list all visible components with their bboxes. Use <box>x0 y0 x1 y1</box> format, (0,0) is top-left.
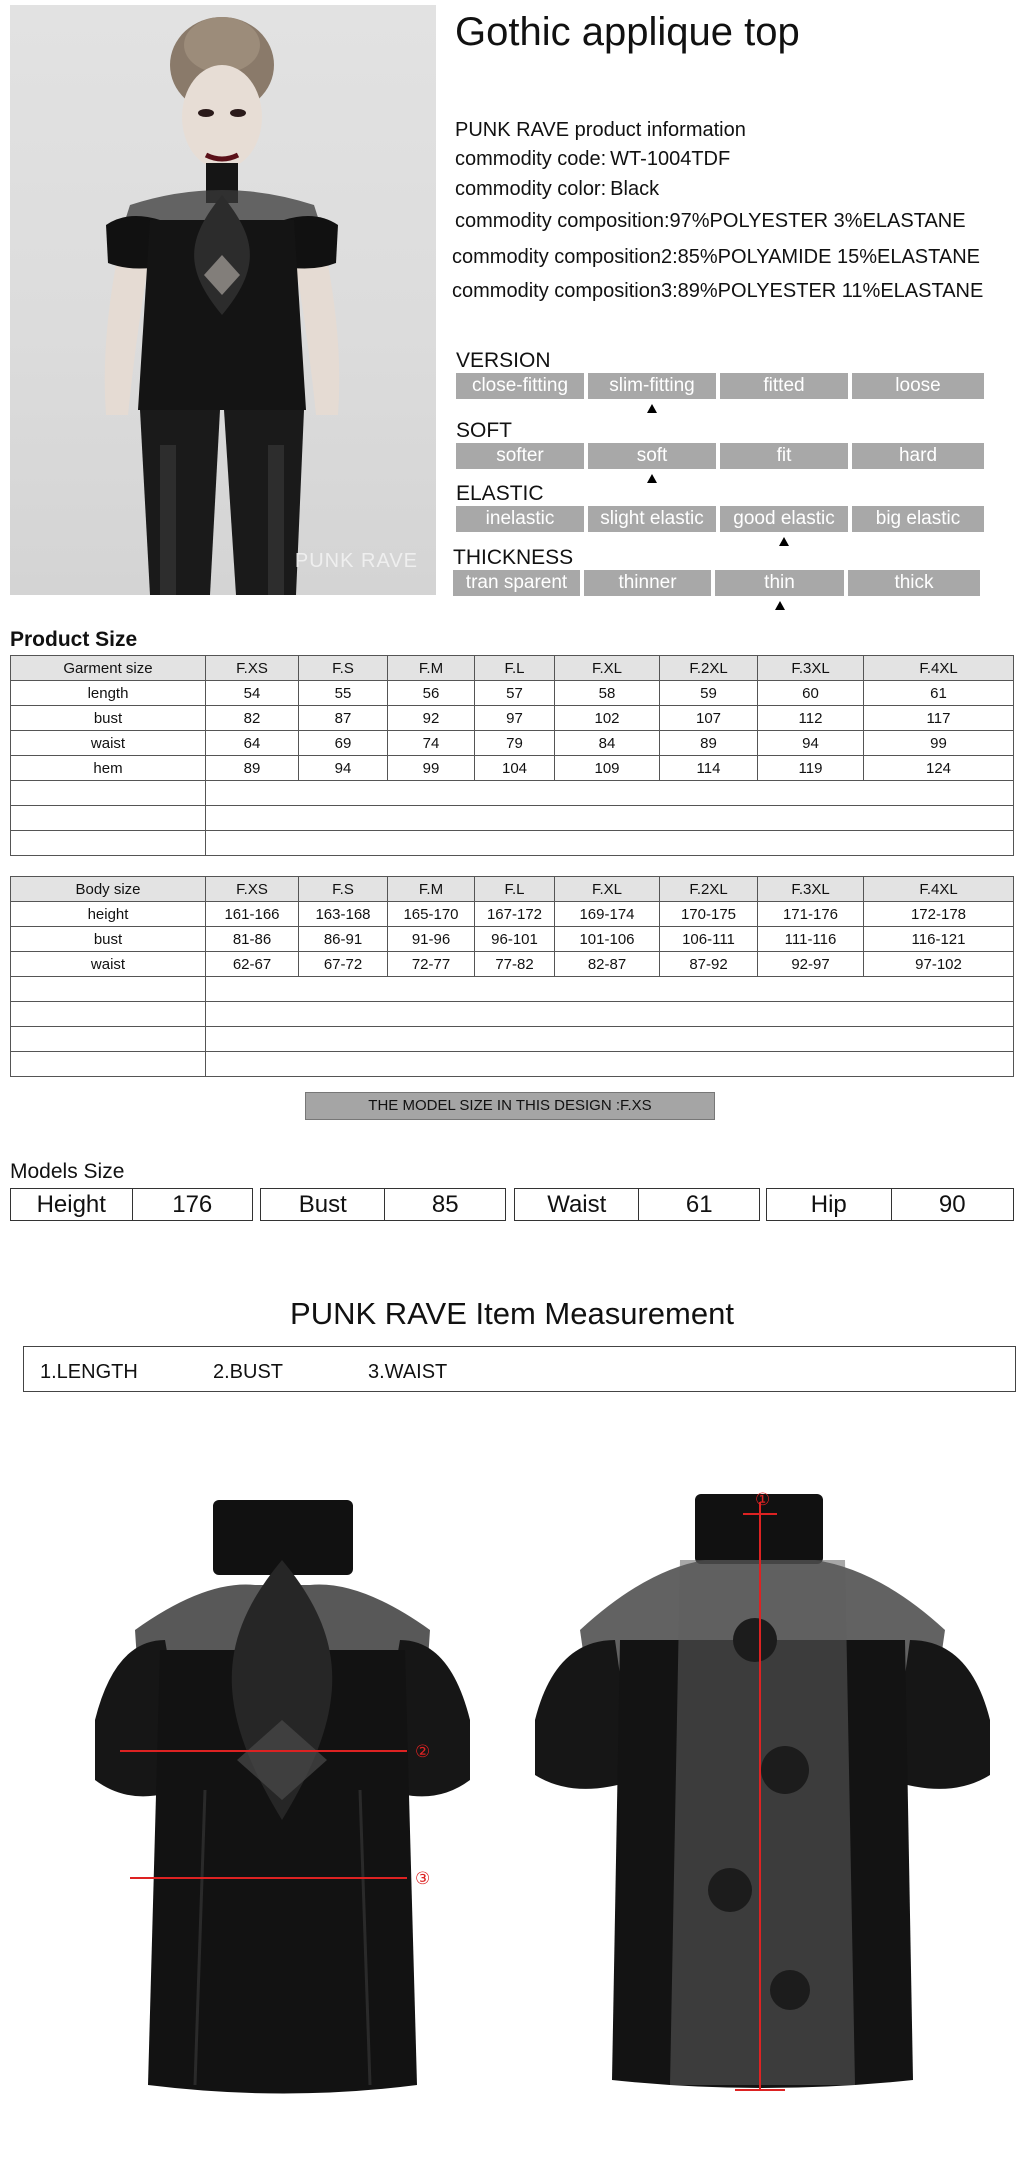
table-cell: 69 <box>299 731 388 756</box>
row-label: bust <box>11 927 206 952</box>
empty-cell <box>206 1027 1014 1052</box>
empty-cell <box>11 1027 206 1052</box>
soft-option: hard <box>852 443 984 469</box>
table-cell: 55 <box>299 681 388 706</box>
commodity-color-row <box>455 178 659 201</box>
table-cell: 106-111 <box>660 927 758 952</box>
table-cell: 86-91 <box>299 927 388 952</box>
empty-row <box>11 1027 1014 1052</box>
model-hip-box <box>766 1188 1014 1221</box>
table-cell: 172-178 <box>864 902 1014 927</box>
table-cell: 101-106 <box>555 927 660 952</box>
table-cell: 92-97 <box>758 952 864 977</box>
table-row <box>11 902 1014 927</box>
table-cell: 59 <box>660 681 758 706</box>
header-cell: F.M <box>388 656 475 681</box>
empty-cell <box>206 1002 1014 1027</box>
elastic-scale <box>456 506 984 532</box>
body-size-table <box>10 876 1014 1077</box>
row-label: height <box>11 902 206 927</box>
waist-marker: ③ <box>415 1869 431 1888</box>
table-cell: 107 <box>660 706 758 731</box>
model-hip-label: Hip <box>767 1189 892 1220</box>
empty-row <box>11 1052 1014 1077</box>
table-row <box>11 952 1014 977</box>
measurement-item-waist: 3.WAIST <box>368 1361 448 1383</box>
model-height-label: Height <box>11 1189 133 1220</box>
header-cell: F.S <box>299 656 388 681</box>
table-cell: 82-87 <box>555 952 660 977</box>
table-cell: 97-102 <box>864 952 1014 977</box>
empty-cell <box>206 977 1014 1002</box>
header-cell: F.3XL <box>758 656 864 681</box>
model-bust-label: Bust <box>261 1189 385 1220</box>
table-cell: 92 <box>388 706 475 731</box>
soft-option: fit <box>720 443 848 469</box>
model-height-value: 176 <box>172 1191 213 1218</box>
elastic-option: inelastic <box>456 506 584 532</box>
table-cell: 112 <box>758 706 864 731</box>
header-cell: F.XS <box>206 656 299 681</box>
elastic-option: slight elastic <box>588 506 716 532</box>
empty-cell <box>11 781 206 806</box>
table-cell: 165-170 <box>388 902 475 927</box>
length-marker: ① <box>755 1490 771 1509</box>
table-cell: 87 <box>299 706 388 731</box>
table-cell: 72-77 <box>388 952 475 977</box>
composition-value: 97%POLYESTER 3%ELASTANE <box>669 210 966 232</box>
header-cell: F.XL <box>555 656 660 681</box>
commodity-code-row <box>455 148 730 171</box>
header-cell: F.2XL <box>660 877 758 902</box>
garment-size-table <box>10 655 1014 856</box>
empty-cell <box>206 1052 1014 1077</box>
table-cell: 117 <box>864 706 1014 731</box>
model-bust-value: 85 <box>431 1191 459 1218</box>
soft-option: softer <box>456 443 584 469</box>
header-cell: F.M <box>388 877 475 902</box>
commodity-composition2-row <box>452 246 980 269</box>
table-row <box>11 731 1014 756</box>
table-cell: 81-86 <box>206 927 299 952</box>
thickness-label: THICKNESS <box>453 546 574 569</box>
watermark-text: PUNK RAVE <box>294 550 418 572</box>
table-row <box>11 681 1014 706</box>
table-cell: 87-92 <box>660 952 758 977</box>
table-row <box>11 927 1014 952</box>
table-cell: 119 <box>758 756 864 781</box>
empty-cell <box>11 831 206 856</box>
table-cell: 111-116 <box>758 927 864 952</box>
thickness-option: tran sparent <box>453 570 580 596</box>
table-cell: 77-82 <box>475 952 555 977</box>
model-waist-value: 61 <box>685 1191 713 1218</box>
measurement-legend-box <box>23 1346 1016 1392</box>
empty-row <box>11 1002 1014 1027</box>
table-cell: 163-168 <box>299 902 388 927</box>
commodity-color-label: commodity color: <box>455 178 607 200</box>
header-cell: F.S <box>299 877 388 902</box>
version-option-selected: slim-fitting <box>588 373 716 399</box>
empty-cell <box>206 781 1014 806</box>
version-option: loose <box>852 373 984 399</box>
table-cell: 91-96 <box>388 927 475 952</box>
empty-cell <box>11 977 206 1002</box>
composition-label: commodity composition: <box>455 210 670 232</box>
empty-cell <box>11 1052 206 1077</box>
elastic-label: ELASTIC <box>456 482 544 505</box>
header-cell: Body size <box>11 877 206 902</box>
table-cell: 82 <box>206 706 299 731</box>
row-label: hem <box>11 756 206 781</box>
product-size-title: Product Size <box>10 628 138 651</box>
table-cell: 124 <box>864 756 1014 781</box>
table-cell: 62-67 <box>206 952 299 977</box>
thickness-scale <box>453 570 980 596</box>
commodity-color-value: Black <box>610 178 660 200</box>
table-cell: 67-72 <box>299 952 388 977</box>
table-cell: 58 <box>555 681 660 706</box>
table-cell: 109 <box>555 756 660 781</box>
version-option: close-fitting <box>456 373 584 399</box>
model-hip-value: 90 <box>938 1191 966 1218</box>
empty-cell <box>11 1002 206 1027</box>
product-model-photo <box>10 5 436 595</box>
soft-option-selected: soft <box>588 443 716 469</box>
thickness-option: thinner <box>584 570 711 596</box>
table-row <box>11 756 1014 781</box>
version-scale <box>456 373 984 399</box>
table-cell: 61 <box>864 681 1014 706</box>
empty-row <box>11 806 1014 831</box>
commodity-composition-row <box>455 210 966 233</box>
empty-cell <box>206 831 1014 856</box>
table-row <box>11 706 1014 731</box>
version-option: fitted <box>720 373 848 399</box>
table-cell: 161-166 <box>206 902 299 927</box>
table-cell: 96-101 <box>475 927 555 952</box>
commodity-composition3-row <box>452 280 983 303</box>
soft-scale <box>456 443 984 469</box>
commodity-code-label: commodity code: <box>455 148 607 170</box>
table-cell: 171-176 <box>758 902 864 927</box>
elastic-option-selected: good elastic <box>720 506 848 532</box>
product-title: Gothic applique top <box>455 10 800 54</box>
header-cell: F.4XL <box>864 656 1014 681</box>
table-cell: 79 <box>475 731 555 756</box>
composition2-value: 85%POLYAMIDE 15%ELASTANE <box>677 246 980 268</box>
table-cell: 89 <box>206 756 299 781</box>
header-cell: F.L <box>475 656 555 681</box>
models-size-title: Models Size <box>10 1160 125 1183</box>
model-height-box <box>10 1188 253 1221</box>
table-cell: 104 <box>475 756 555 781</box>
table-cell: 99 <box>864 731 1014 756</box>
table-cell: 64 <box>206 731 299 756</box>
thickness-option: thick <box>848 570 980 596</box>
header-cell: F.XL <box>555 877 660 902</box>
table-cell: 114 <box>660 756 758 781</box>
header-cell: F.2XL <box>660 656 758 681</box>
table-cell: 102 <box>555 706 660 731</box>
empty-row <box>11 831 1014 856</box>
header-cell: F.L <box>475 877 555 902</box>
table-cell: 116-121 <box>864 927 1014 952</box>
soft-label: SOFT <box>456 419 512 442</box>
empty-cell <box>11 806 206 831</box>
thickness-option-selected: thin <box>715 570 844 596</box>
measurement-item-bust: 2.BUST <box>213 1361 284 1383</box>
measurement-title: PUNK RAVE Item Measurement <box>290 1296 734 1331</box>
model-bust-box <box>260 1188 506 1221</box>
table-cell: 54 <box>206 681 299 706</box>
empty-cell <box>206 806 1014 831</box>
brand-info: PUNK RAVE product information <box>455 119 746 141</box>
table-cell: 170-175 <box>660 902 758 927</box>
table-header-row <box>11 656 1014 681</box>
header-cell: F.XS <box>206 877 299 902</box>
table-cell: 167-172 <box>475 902 555 927</box>
garment-back-view <box>535 1490 990 2110</box>
empty-row <box>11 781 1014 806</box>
table-cell: 60 <box>758 681 864 706</box>
row-label: length <box>11 681 206 706</box>
elastic-option: big elastic <box>852 506 984 532</box>
row-label: waist <box>11 731 206 756</box>
table-cell: 94 <box>758 731 864 756</box>
table-cell: 84 <box>555 731 660 756</box>
model-size-note: THE MODEL SIZE IN THIS DESIGN :F.XS <box>305 1092 715 1120</box>
empty-row <box>11 977 1014 1002</box>
table-cell: 89 <box>660 731 758 756</box>
table-cell: 74 <box>388 731 475 756</box>
garment-front-view <box>95 1490 470 2110</box>
table-cell: 99 <box>388 756 475 781</box>
bust-marker: ② <box>415 1742 431 1761</box>
model-waist-box <box>514 1188 760 1221</box>
composition3-value: 89%POLYESTER 11%ELASTANE <box>677 280 984 302</box>
version-label: VERSION <box>456 349 551 372</box>
table-cell: 94 <box>299 756 388 781</box>
composition2-label: commodity composition2: <box>452 246 678 268</box>
table-cell: 97 <box>475 706 555 731</box>
header-cell: Garment size <box>11 656 206 681</box>
commodity-code-value: WT-1004TDF <box>610 148 731 170</box>
model-waist-label: Waist <box>515 1189 639 1220</box>
header-cell: F.3XL <box>758 877 864 902</box>
header-cell: F.4XL <box>864 877 1014 902</box>
measurement-item-length: 1.LENGTH <box>40 1361 138 1383</box>
table-cell: 57 <box>475 681 555 706</box>
table-header-row <box>11 877 1014 902</box>
composition3-label: commodity composition3: <box>452 280 678 302</box>
row-label: bust <box>11 706 206 731</box>
row-label: waist <box>11 952 206 977</box>
table-cell: 56 <box>388 681 475 706</box>
table-cell: 169-174 <box>555 902 660 927</box>
